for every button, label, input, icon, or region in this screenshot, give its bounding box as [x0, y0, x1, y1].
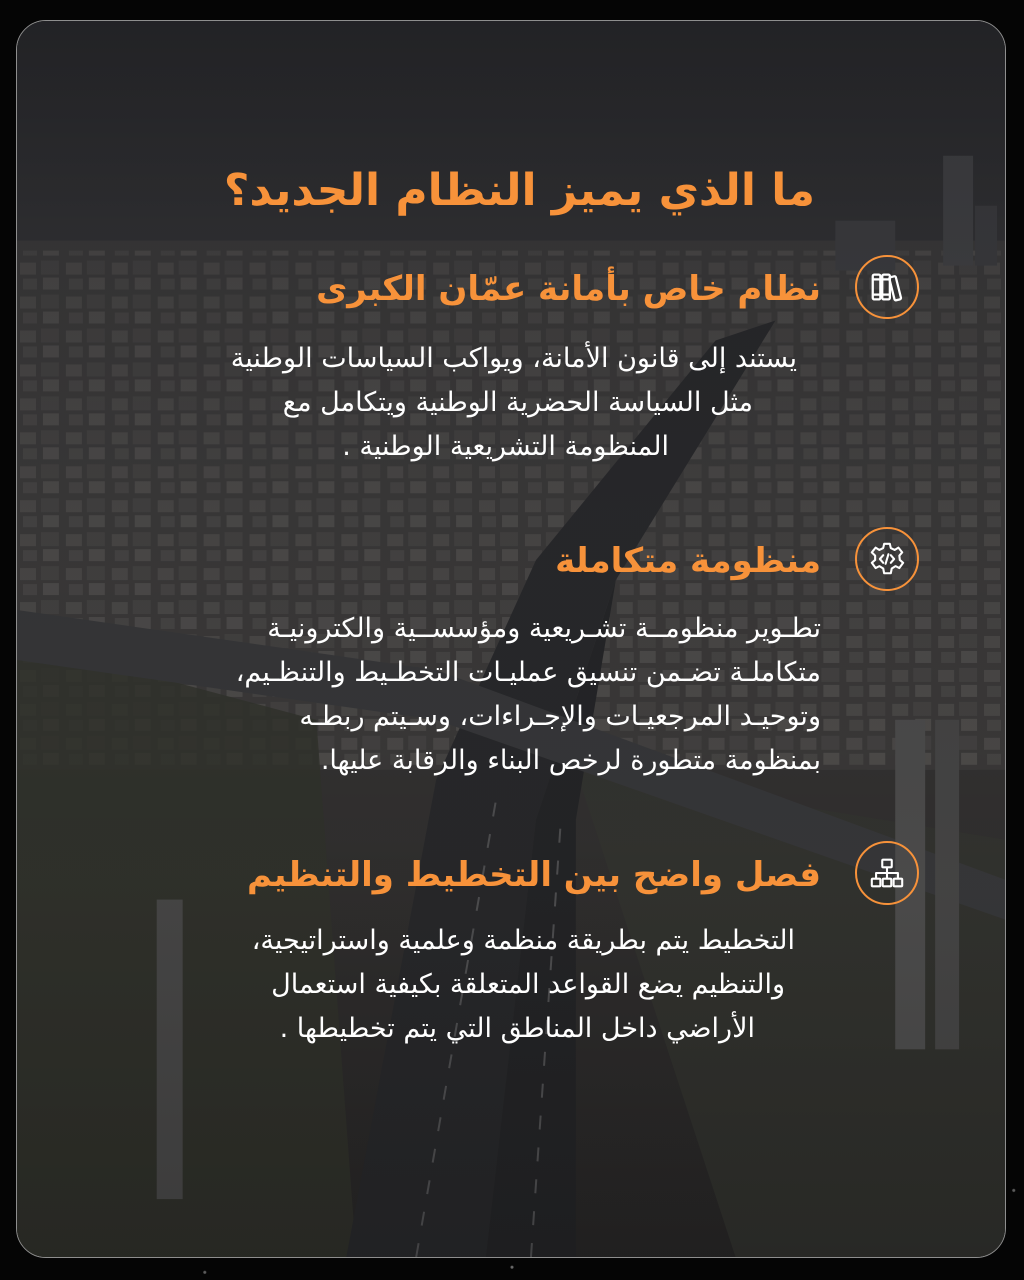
info-card [16, 20, 1006, 1258]
section-3-line-2: والتنظيم يضع القواعد المتعلقة بكيفية استعمال [271, 969, 785, 1000]
section-1-body [231, 337, 797, 469]
section-2-body [236, 607, 821, 783]
books-icon [855, 255, 919, 319]
section-2-line-2: متكاملـة تضـمن تنسيق عمليـات التخطـيط والتنظـيم، [235, 657, 821, 688]
page-title: ما الذي يميز النظام الجديد؟ [223, 165, 815, 216]
content-area [17, 21, 1005, 1257]
section-2-line-4: بمنظومة متطورة لرخص البناء والرقابة عليها. [320, 745, 821, 776]
gear-code-icon [855, 527, 919, 591]
hierarchy-icon [855, 841, 919, 905]
section-3-line-3: الأراضي داخل المناطق التي يتم تخطيطها . [279, 1013, 755, 1044]
section-3-body [252, 919, 795, 1051]
section-2-line-3: وتوحيـد المرجعيـات والإجـراءات، وسـيتم ربطـه [299, 701, 821, 732]
section-1-title: نظام خاص بأمانة عمّان الكبرى [316, 269, 821, 309]
section-1-line-3: المنظومة التشريعية الوطنية . [342, 431, 669, 462]
section-2-line-1: تطـوير منظومــة تشـريعية ومؤسســية والكترونيـة [267, 613, 821, 644]
section-3-title: فصل واضح بين التخطيط والتنظيم [246, 855, 821, 895]
section-2-title: منظومة متكاملة [555, 541, 821, 581]
section-3-line-1: التخطيط يتم بطريقة منظمة وعلمية واستراتيجية، [251, 925, 795, 956]
section-1-line-2: مثل السياسة الحضرية الوطنية ويتكامل مع [282, 387, 753, 418]
section-1-line-1: يستند إلى قانون الأمانة، ويواكب السياسات الوطنية [230, 343, 797, 374]
